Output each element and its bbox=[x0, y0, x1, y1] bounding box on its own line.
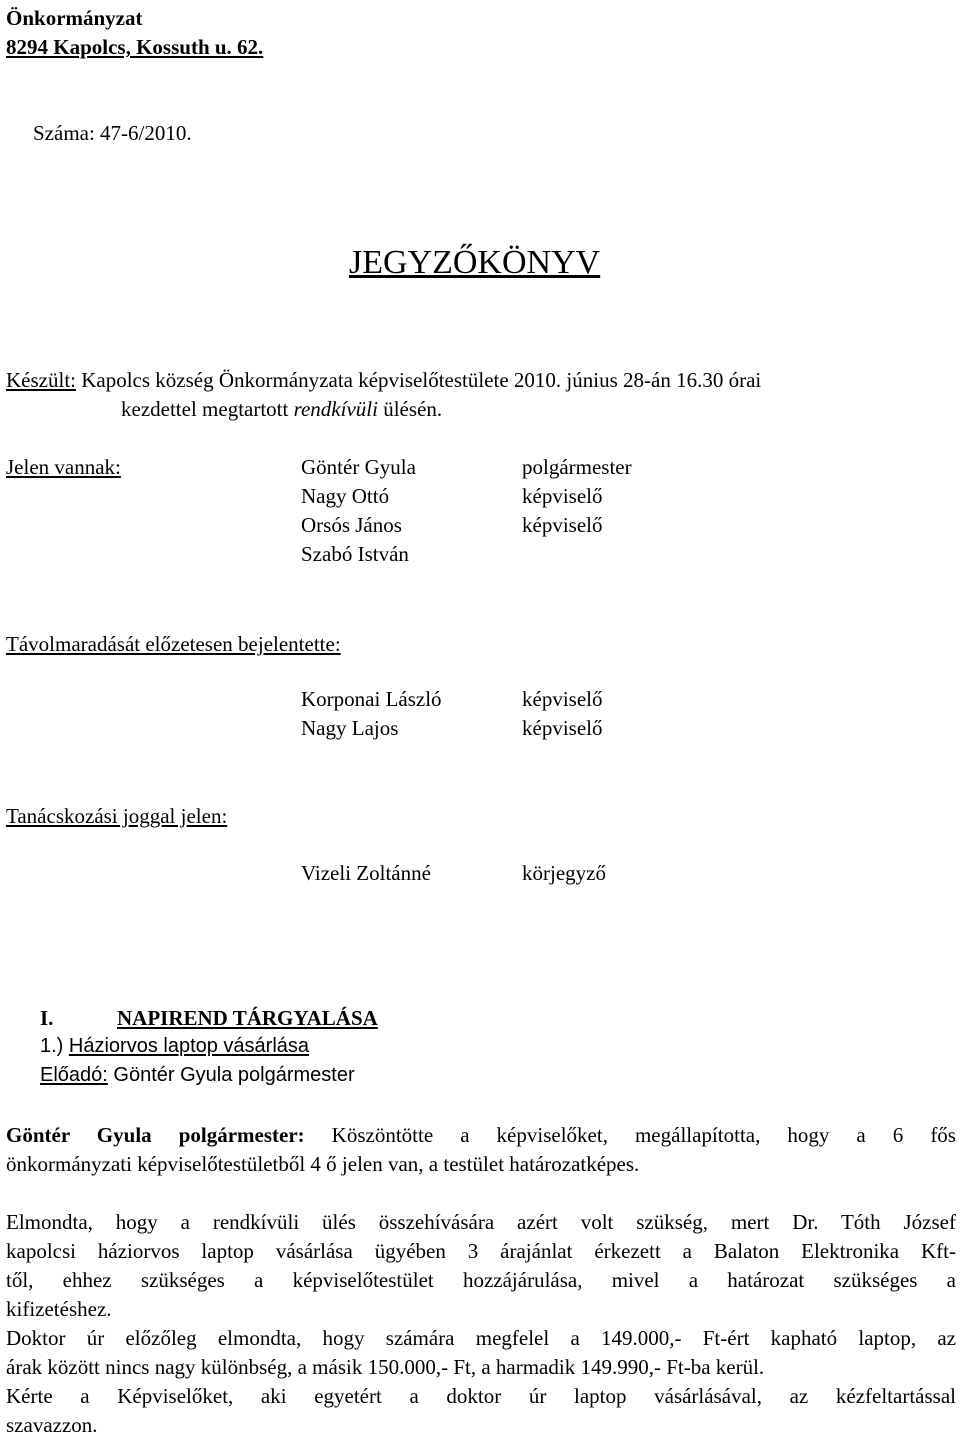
keszult-line-2 bbox=[121, 397, 442, 421]
paragraph-4 bbox=[6, 1382, 956, 1440]
agenda-item-title: Háziorvos laptop vásárlása bbox=[68, 1035, 310, 1057]
text-line: kapolcsi háziorvos laptop vásárlása ügyében 3 árajánlat érkezett a Balaton Elektronika Kft- bbox=[6, 1239, 956, 1263]
text-line: Elmondta, hogy a rendkívüli ülés összehívására azért volt szükség, mert Dr. Tóth József bbox=[6, 1210, 956, 1234]
present-member-role: képviselő bbox=[522, 484, 603, 508]
agenda-number: I. bbox=[40, 1006, 54, 1030]
org-name: Önkormányzat bbox=[6, 6, 143, 30]
keszult-text-2-italic: rendkívüli bbox=[293, 397, 378, 421]
agenda-item-number: 1.) bbox=[40, 1035, 64, 1057]
document-number: Száma: 47-6/2010. bbox=[33, 121, 192, 145]
keszult-text-2: kezdettel megtartott bbox=[121, 397, 294, 421]
text-line: önkormányzati képviselőtestületből 4 ő jelen van, a testület határozatképes. bbox=[6, 1152, 640, 1176]
present-member-name: Szabó István bbox=[301, 542, 409, 566]
speaker-name: Göntér Gyula polgármester: bbox=[6, 1123, 305, 1147]
text-line: től, ehhez szükséges a képviselőtestület hozzájárulása, mivel a határozat szükséges a bbox=[6, 1268, 956, 1292]
presenter-name: Göntér Gyula polgármester bbox=[107, 1064, 355, 1086]
absent-member-name: Nagy Lajos bbox=[301, 716, 399, 740]
text-line bbox=[6, 1121, 956, 1150]
absent-label: Távolmaradását előzetesen bejelentette: bbox=[6, 632, 341, 656]
presenter-label: Előadó: bbox=[40, 1064, 108, 1086]
text-line: Doktor úr előzőleg elmondta, hogy számára megfelel a 149.000,- Ft-ért kapható laptop, az bbox=[6, 1326, 956, 1350]
absent-member-role: képviselő bbox=[522, 687, 603, 711]
text-fragment: Köszöntötte a képviselőket, megállapította, hogy a 6 fős bbox=[304, 1123, 956, 1147]
absent-member-role: képviselő bbox=[522, 716, 603, 740]
advisory-member-role: körjegyző bbox=[522, 861, 606, 885]
keszult-text-2-end: ülésén. bbox=[377, 397, 443, 421]
text-line: Kérte a Képviselőket, aki egyetért a doktor úr laptop vásárlásával, az kézfeltartással bbox=[6, 1384, 956, 1408]
absent-member-name: Korponai László bbox=[301, 687, 442, 711]
org-address: 8294 Kapolcs, Kossuth u. 62. bbox=[6, 35, 264, 59]
text-line: szavazzon. bbox=[6, 1413, 98, 1437]
keszult-line-1 bbox=[6, 368, 761, 392]
document-title: JEGYZŐKÖNYV bbox=[349, 244, 601, 281]
keszult-text-1: Kapolcs község Önkormányzata képviselőtestülete 2010. június 28-án 16.30 órai bbox=[75, 368, 762, 392]
advisory-label: Tanácskozási joggal jelen: bbox=[6, 804, 228, 828]
agenda-item bbox=[40, 1035, 309, 1058]
present-label: Jelen vannak: bbox=[6, 455, 121, 479]
text-line: kifizetéshez. bbox=[6, 1297, 112, 1321]
present-member-role: polgármester bbox=[522, 455, 632, 479]
paragraph-3 bbox=[6, 1324, 956, 1382]
text-line: árak között nincs nagy különbség, a másik 150.000,- Ft, a harmadik 149.990,- Ft-ba kerül. bbox=[6, 1355, 765, 1379]
agenda-presenter bbox=[40, 1064, 355, 1087]
paragraph-1 bbox=[6, 1121, 956, 1179]
present-member-name: Göntér Gyula bbox=[301, 455, 416, 479]
advisory-member-name: Vizeli Zoltánné bbox=[301, 861, 431, 885]
present-member-role: képviselő bbox=[522, 513, 603, 537]
present-member-name: Nagy Ottó bbox=[301, 484, 390, 508]
paragraph-2 bbox=[6, 1208, 956, 1324]
keszult-label: Készült: bbox=[6, 368, 76, 392]
agenda-heading: NAPIREND TÁRGYALÁSA bbox=[117, 1006, 378, 1030]
present-member-name: Orsós János bbox=[301, 513, 402, 537]
